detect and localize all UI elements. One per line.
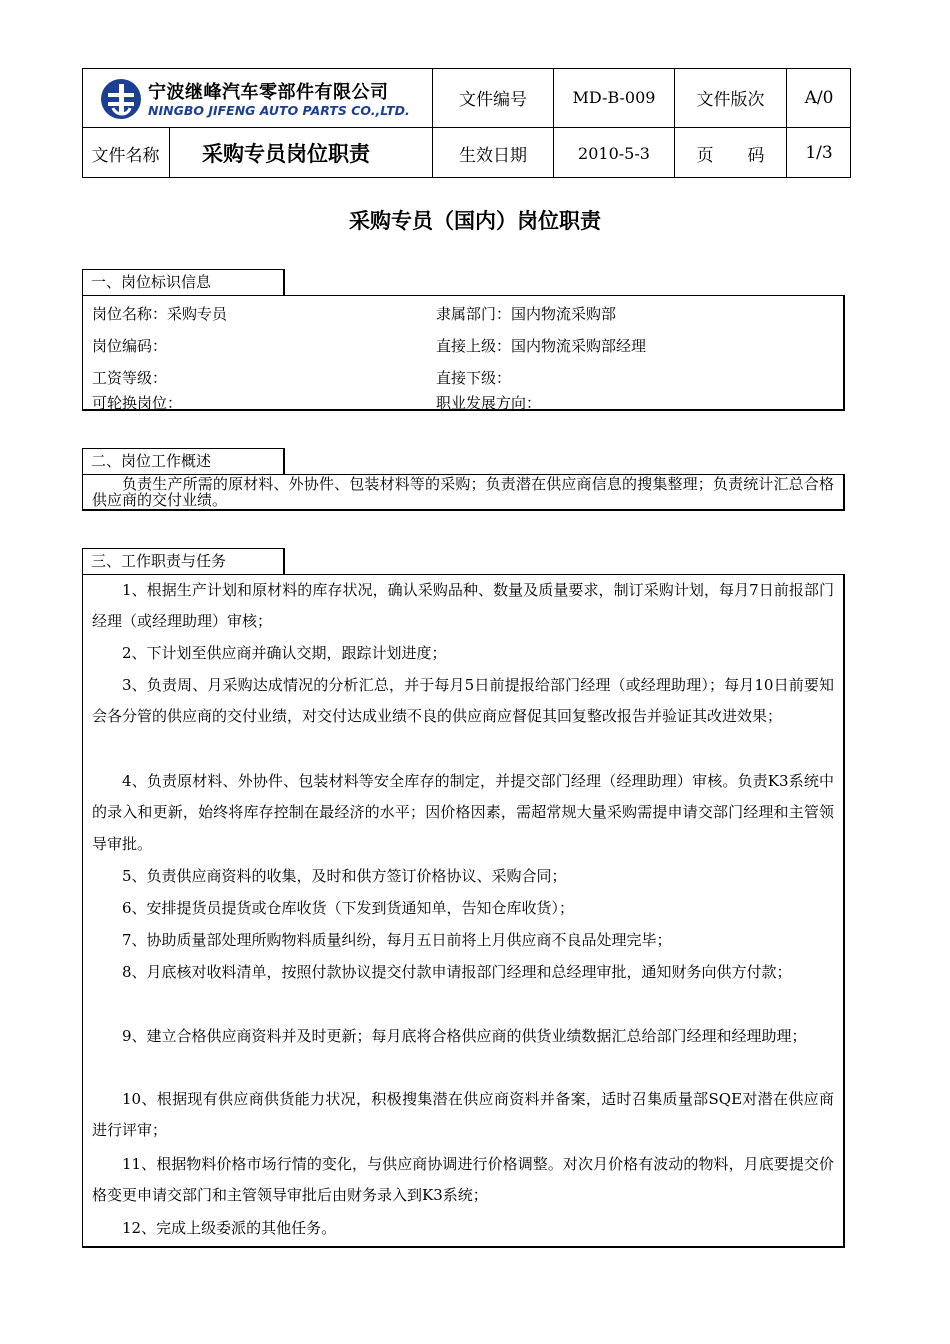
section1-heading: 一、岗位标识信息 — [82, 269, 285, 295]
version-value: A/0 — [804, 87, 834, 108]
field-rotation-position: 可轮换岗位： — [92, 394, 183, 412]
effective-date-label: 生效日期 — [459, 145, 527, 166]
field-department: 隶属部门：国内物流采购部 — [436, 305, 617, 323]
duty-item-8: 8、月底核对收料清单，按照付款协议提交付款申请报部门经理和总经理审批，通知财务向供方付款； — [122, 963, 792, 981]
duty-item-10: 10、根据现有供应商供货能力状况，积极搜集潜在供应商资料并备案，适时召集质量部SQE对潜在供应商进行评审； — [92, 1090, 834, 1140]
company-logo-icon — [100, 78, 142, 120]
doc-no-value: MD-B-009 — [572, 88, 656, 107]
document-title: 采购专员（国内）岗位职责 — [349, 209, 601, 233]
section2-heading: 二、岗位工作概述 — [82, 448, 285, 474]
field-salary-grade: 工资等级： — [92, 369, 168, 387]
file-name-label: 文件名称 — [91, 145, 160, 166]
duty-item-9: 9、建立合格供应商资料并及时更新；每月底将合格供应商的供货业绩数据汇总给部门经理和经理助理； — [122, 1027, 807, 1045]
field-position-code: 岗位编码： — [92, 337, 168, 355]
field-position-name: 岗位名称：采购专员 — [92, 305, 228, 323]
field-direct-subordinate: 直接下级： — [436, 369, 512, 387]
duty-item-11: 11、根据物料价格市场行情的变化，与供应商协调进行价格调整。对次月价格有波动的物料，月底要提交价格变更申请交部门和主管领导审批后由财务录入到K3系统； — [92, 1155, 834, 1205]
section2-text: 负责生产所需的原材料、外协件、包装材料等的采购；负责潜在供应商信息的搜集整理；负责统计汇总合格供应商的交付业绩。 — [92, 475, 834, 509]
duty-item-3: 3、负责周、月采购达成情况的分析汇总，并于每月5日前提报给部门经理（或经理助理）；每月10日前要知会各分管的供应商的交付业绩，对交付达成业绩不良的供应商应督促其回复整改报告并验证其改进效果； — [92, 676, 834, 726]
duty-item-4: 4、负责原材料、外协件、包装材料等安全库存的制定，并提交部门经理（经理助理）审核。负责K3系统中的录入和更新，始终将库存控制在最经济的水平；因价格因素，需超常规大量采购需提申请交部门经理和主管领导审批。 — [92, 772, 834, 853]
page-label: 页 码 — [696, 145, 765, 166]
page-value: 1/3 — [805, 143, 833, 163]
effective-date-value: 2010-5-3 — [578, 143, 650, 163]
duty-item-12: 12、完成上级委派的其他任务。 — [122, 1219, 337, 1237]
company-name-en: NINGBO JIFENG AUTO PARTS CO.,LTD. — [148, 103, 410, 118]
duty-item-2: 2、下计划至供应商并确认交期，跟踪计划进度； — [122, 644, 447, 662]
field-career-direction: 职业发展方向： — [436, 394, 542, 412]
duty-item-1: 1、根据生产计划和原材料的库存状况，确认采购品种、数量及质量要求，制订采购计划，每月7日前报部门经理（或经理助理）审核； — [92, 581, 834, 631]
duty-item-6: 6、安排提货员提货或仓库收货（下发到货通知单，告知仓库收货）； — [122, 899, 575, 917]
field-direct-superior: 直接上级：国内物流采购部经理 — [436, 337, 647, 355]
duty-item-7: 7、协助质量部处理所购物料质量纠纷，每月五日前将上月供应商不良品处理完毕； — [122, 931, 672, 949]
company-name-cn: 宁波继峰汽车零部件有限公司 — [148, 82, 389, 103]
version-label: 文件版次 — [696, 90, 765, 110]
duty-item-5: 5、负责供应商资料的收集，及时和供方签订价格协议、采购合同； — [122, 867, 567, 885]
doc-no-label: 文件编号 — [459, 90, 527, 110]
file-name-value: 采购专员岗位职责 — [202, 142, 370, 166]
section3-heading: 三、工作职责与任务 — [82, 548, 285, 574]
